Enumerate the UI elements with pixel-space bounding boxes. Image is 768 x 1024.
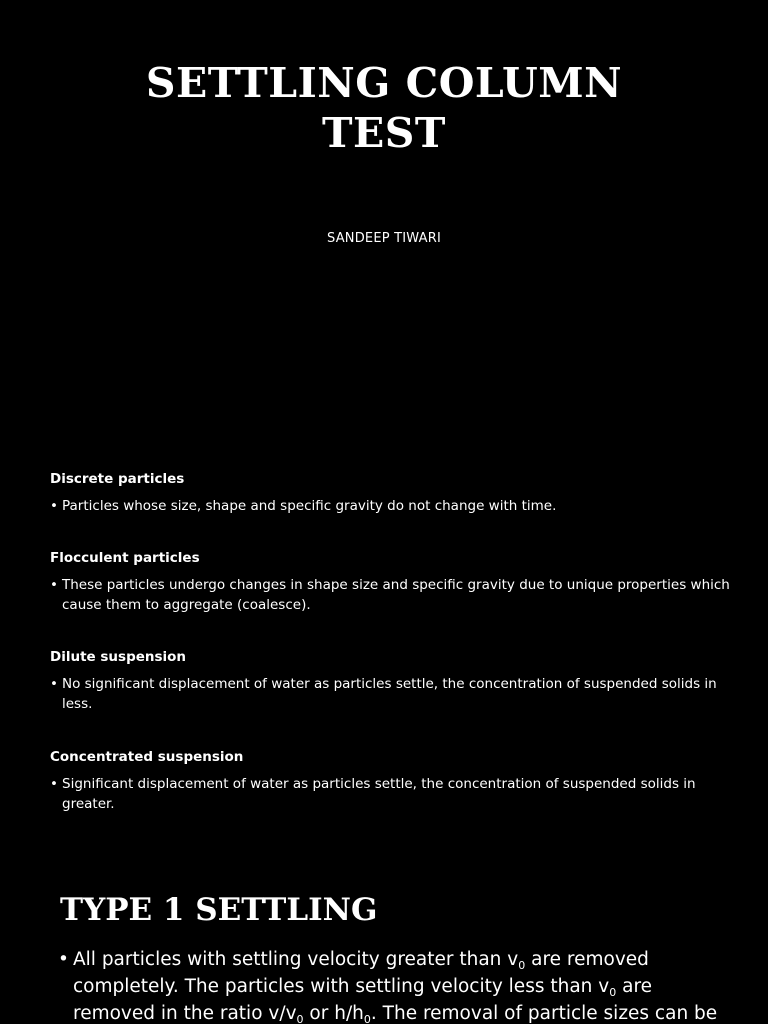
definition-heading: Concentrated suspension [50, 749, 244, 765]
definition-heading: Discrete particles [50, 471, 185, 487]
type1-text-segment: are removed in the ratio v/v [73, 976, 653, 1024]
type1-text-segment: are removed completely. The particles with settling velocity less than v [73, 949, 649, 997]
type1-text-segment: All particles with settling velocity greater than v [73, 949, 519, 970]
type1-bullet-item [58, 946, 738, 1024]
type1-text-segment: . The removal of particle sizes can be [370, 1003, 718, 1024]
definition-text-item [50, 774, 740, 814]
subscript: 0 [296, 1013, 304, 1024]
type1-text [73, 946, 738, 1024]
definition-text: Significant displacement of water as particles settle, the concentration of suspended solids in greater. [62, 776, 696, 812]
type1-heading: TYPE 1 SETTLING [60, 892, 378, 928]
subscript: 0 [363, 1013, 371, 1024]
definition-heading: Dilute suspension [50, 649, 187, 665]
title-line-2: TEST [322, 109, 446, 157]
bullet-icon: • [50, 577, 58, 593]
author-name: SANDEEP TIWARI [327, 231, 441, 246]
definition-flocculent-particles [50, 549, 740, 615]
definition-text: These particles undergo changes in shape size and specific gravity due to unique properties which cause them to aggregate (coalesce). [62, 577, 730, 613]
definition-text: Particles whose size, shape and specific gravity do not change with time. [62, 498, 557, 514]
bullet-icon: • [50, 776, 58, 792]
definition-text-item [50, 674, 740, 714]
type1-text-segment: or h/h [303, 1003, 364, 1024]
bullet-icon: • [50, 498, 58, 514]
title-line-1: SETTLING COLUMN [145, 59, 623, 107]
subscript: 0 [518, 959, 526, 972]
definition-text-item [50, 496, 740, 516]
type1-settling-slide [0, 870, 768, 1024]
slide-title [0, 58, 768, 158]
definition-concentrated-suspension [50, 748, 740, 814]
definition-text-item [50, 575, 740, 615]
definition-text: No significant displacement of water as particles settle, the concentration of suspended solids in less. [62, 676, 717, 712]
definitions-slide [0, 460, 768, 840]
definition-discrete-particles [50, 470, 740, 516]
bullet-icon: • [58, 949, 69, 970]
definition-dilute-suspension [50, 648, 740, 714]
definition-heading: Flocculent particles [50, 550, 200, 566]
bullet-icon: • [50, 676, 58, 692]
subscript: 0 [609, 986, 617, 999]
title-slide [0, 0, 768, 300]
